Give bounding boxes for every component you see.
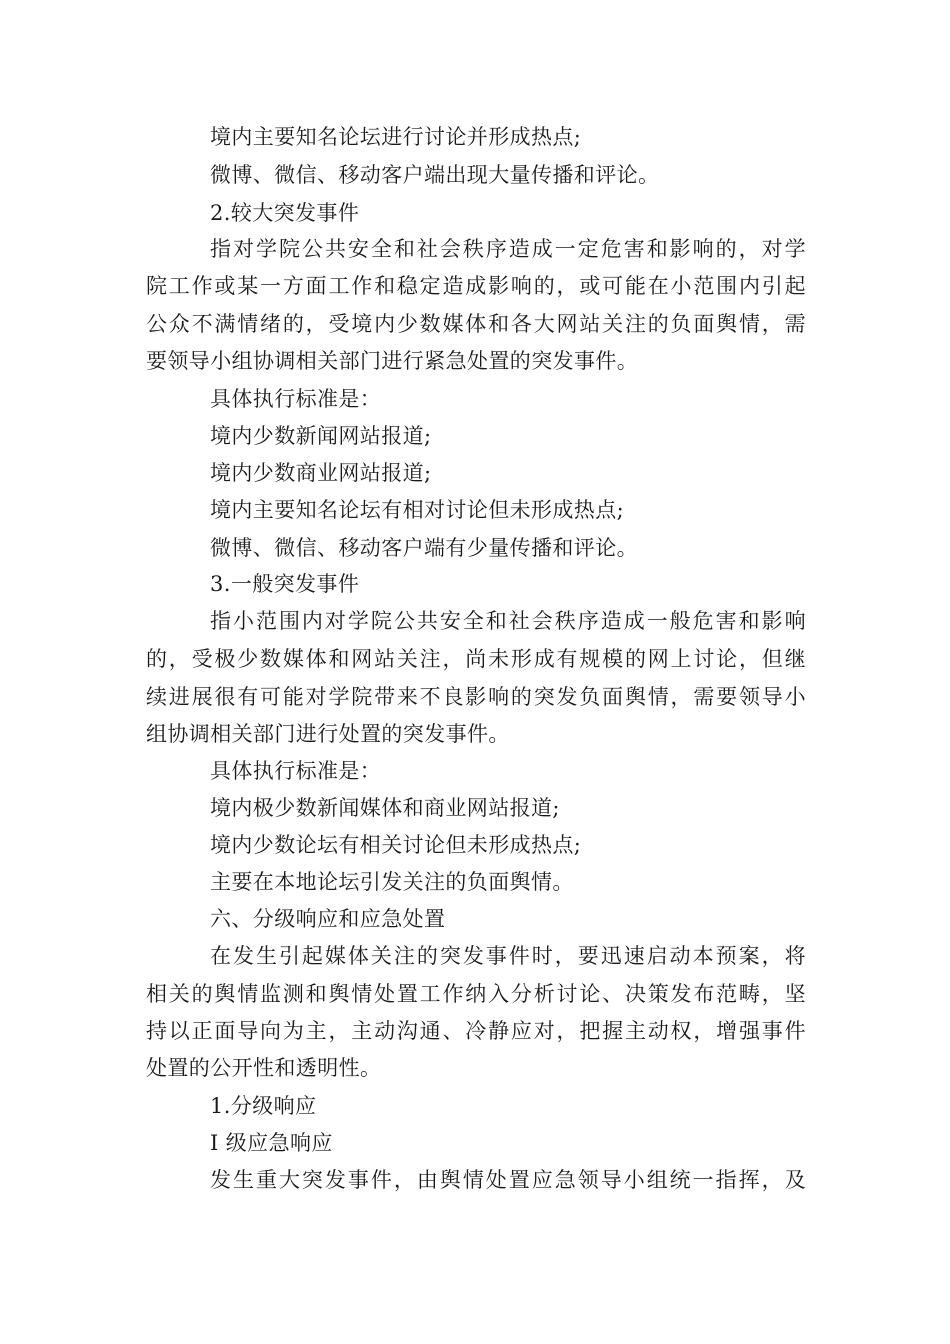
- paragraph-line: 具体执行标准是：: [210, 759, 382, 783]
- paragraph-line: 的，受极少数媒体和网站关注，尚未形成有规模的网上讨论，但继: [146, 647, 806, 671]
- paragraph-line: 境内极少数新闻媒体和商业网站报道;: [210, 796, 560, 820]
- paragraph-line: 境内少数新闻网站报道;: [210, 424, 432, 448]
- paragraph-line: 指对学院公共安全和社会秩序造成一定危害和影响的，对学: [210, 237, 806, 261]
- paragraph-line: 具体执行标准是：: [210, 387, 382, 411]
- paragraph-line: 境内主要知名论坛进行讨论并形成热点;: [210, 125, 582, 149]
- paragraph-line: 公众不满情绪的，受境内少数媒体和各大网站关注的负面舆情，需: [146, 312, 806, 336]
- paragraph-line: 境内少数论坛有相关讨论但未形成热点;: [210, 833, 582, 857]
- section-heading: 六、分级响应和应急处置: [210, 907, 446, 931]
- paragraph-line: 指小范围内对学院公共安全和社会秩序造成一般危害和影响: [210, 609, 806, 633]
- paragraph-line: 境内少数商业网站报道;: [210, 461, 432, 485]
- paragraph-line: 境内主要知名论坛有相对讨论但未形成热点;: [210, 498, 625, 522]
- paragraph-line: 微博、微信、移动客户端有少量传播和评论。: [210, 536, 638, 560]
- section-heading: 3.一般突发事件: [210, 572, 360, 596]
- section-heading: 2.较大突发事件: [210, 201, 360, 225]
- section-heading: 1.分级响应: [210, 1094, 317, 1118]
- paragraph-line: 续进展很有可能对学院带来不良影响的突发负面舆情，需要领导小: [146, 685, 806, 709]
- paragraph-line: 微博、微信、移动客户端出现大量传播和评论。: [210, 163, 660, 187]
- paragraph-line: 要领导小组协调相关部门进行紧急处置的突发事件。: [146, 349, 639, 373]
- section-heading: I 级应急响应: [210, 1131, 333, 1155]
- paragraph-line: 处置的公开性和透明性。: [146, 1056, 382, 1080]
- paragraph-line: 相关的舆情监测和舆情处置工作纳入分析讨论、决策发布范畴，坚: [146, 982, 806, 1006]
- paragraph-line: 持以正面导向为主，主动沟通、冷静应对，把握主动权，增强事件: [146, 1019, 806, 1043]
- paragraph-line: 在发生引起媒体关注的突发事件时，要迅速启动本预案，将: [210, 944, 806, 968]
- paragraph-line: 主要在本地论坛引发关注的负面舆情。: [210, 870, 574, 894]
- paragraph-line: 院工作或某一方面工作和稳定造成影响的，或可能在小范围内引起: [146, 274, 806, 298]
- paragraph-line: 组协调相关部门进行处置的突发事件。: [146, 722, 510, 746]
- paragraph-line: 发生重大突发事件，由舆情处置应急领导小组统一指挥，及: [210, 1168, 806, 1192]
